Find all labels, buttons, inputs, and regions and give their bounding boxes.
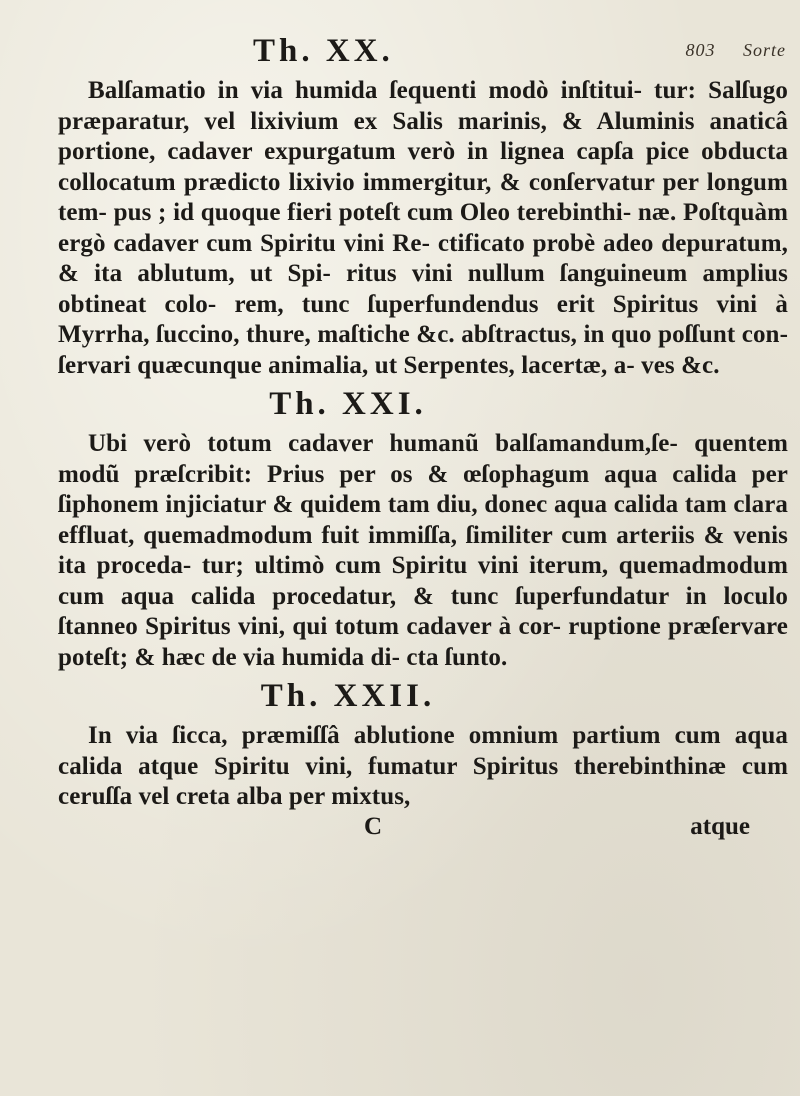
thesis-paragraph-21 <box>58 429 788 673</box>
paragraph-text: In via ſicca, præmiſſâ ablutione omnium partium cum aqua calida atque Spiritu vini, fumatur Spiritus therebinthinæ cum ceruſſa vel creta alba per mixtus, <box>58 722 788 810</box>
thesis-heading-20: Th. XX. <box>253 33 394 69</box>
paragraph-text: Balſamatio in via humida ſequenti modò inſtitui- tur: Salſugo præparatur, vel lixivium ex Salis marinis, & Aluminis anaticâ portione, cadaver expurgatum verò in lignea capſa pice obducta collocatum prædicto lixivio immergitur, & conſervatur per longum tem- pus ; id quoque fieri poteſt cum Oleo terebinthi- næ. Poſtquàm ergò cadaver cum Spiritu vini Re- ctificato probè adeo depuratum, & ita ablutum, ut Spi- ritus vini nullum ſanguineum amplius obtineat colo- rem, tunc ſuperfundendus erit Spiritus vini à Myrrha, ſuccino, thure, maſtiche &c. abſtractus, in quo poſſunt con- ſervari quæcunque animalia, ut Serpentes, lacertæ, a- ves &c. <box>58 77 788 379</box>
handwritten-mark: Sorte <box>743 40 786 60</box>
catchword: atque <box>690 812 750 840</box>
folio-number: 803 <box>685 40 716 60</box>
page-footer <box>58 813 788 843</box>
thesis-heading-22: Th. XXII. <box>260 678 436 714</box>
paragraph-text: Ubi verò totum cadaver humanũ balſamandum,ſe- quentem modũ præſcribit: Prius per os & œſophagum aqua calida per ſiphonem injiciatur & quidem tam diu, donec aqua calida tam clara effluat, quemadmodum fuit immiſſa, ſimiliter cum arteriis & venis ita proceda- tur; ultimò cum Spiritu vini iterum, quemadmodum cum aqua calida procedatur, & tunc ſuperfundatur in loculo ſtanneo Spiritus vini, qui totum cadaver à cor- ruptione præſervare poteſt; & hæc de via humida di- cta ſunto. <box>58 430 788 671</box>
thesis-heading-21: Th. XXI. <box>269 386 427 422</box>
thesis-paragraph-22 <box>58 721 788 813</box>
thesis-paragraph-20 <box>58 76 788 381</box>
signature-mark: C <box>364 812 383 840</box>
main-text <box>58 28 788 843</box>
